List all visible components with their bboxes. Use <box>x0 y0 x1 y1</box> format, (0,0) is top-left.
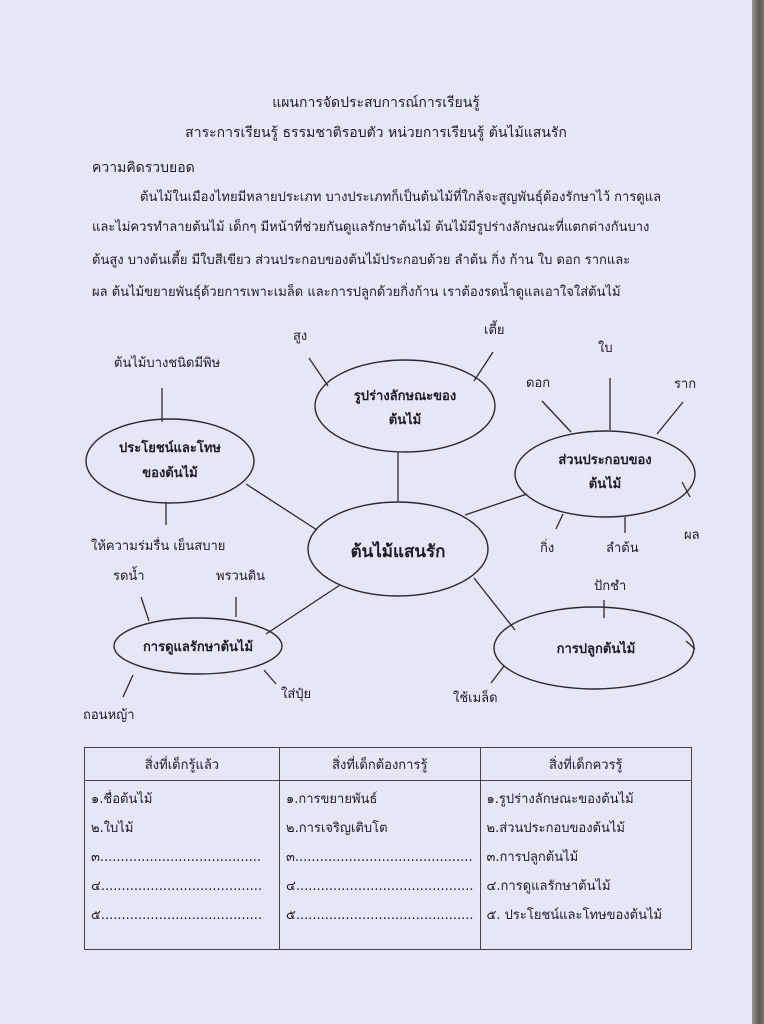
list-item: ๕....................................... <box>91 908 262 923</box>
concept-line: ต้นสูง บางต้นเตี้ย มีใบสีเขียว ส่วนประกอบของต้นไม้ประกอบด้วย ลำต้น กิ่ง ก้าน ใบ ดอก รากและ <box>92 253 631 268</box>
leaf-label-tall: สูง <box>293 329 308 344</box>
column-header-should: สิ่งที่เด็กควรรู้ <box>480 748 691 781</box>
document-subtitle: สาระการเรียนรู้ ธรรมชาติรอบตัว หน่วยการเรียนรู้ ต้นไม้แสนรัก <box>185 125 567 141</box>
connector-line <box>309 358 328 386</box>
shape-node-label: ต้นไม้ <box>388 413 422 428</box>
parts-node-label: ส่วนประกอบของ <box>558 453 652 468</box>
list-item: ๑.การขยายพันธ์ <box>286 792 378 807</box>
benefit-node-label: ประโยชน์และโทษ <box>119 441 221 456</box>
known-cell <box>85 781 280 950</box>
parts-node-label: ต้นไม้ <box>588 477 622 492</box>
connector-line <box>542 401 571 432</box>
list-item: ๔.การดูแลรักษาต้นไม้ <box>486 879 611 894</box>
list-item: ๕. ประโยชน์และโทษของต้นไม้ <box>486 908 663 923</box>
connector-line <box>246 484 317 530</box>
connector-line <box>491 666 504 683</box>
leaf-label-cutting: ปักชำ <box>594 579 627 594</box>
leaf-label-branch: กิ่ง <box>540 541 555 556</box>
document-title: แผนการจัดประสบการณ์การเรียนรู้ <box>272 95 480 111</box>
list-item: ๑.ชื่อต้นไม้ <box>91 792 153 807</box>
leaf-label-trunk: ลำต้น <box>606 541 639 556</box>
connector-line <box>141 597 149 621</box>
page-edge-background <box>752 0 764 1024</box>
leaf-label-short: เตี้ย <box>484 323 505 338</box>
list-item: ๕........................................... <box>286 908 474 923</box>
list-item: ๔....................................... <box>91 879 262 894</box>
connector-line <box>123 675 133 697</box>
list-item: ๓....................................... <box>91 850 262 865</box>
list-item: ๒.ส่วนประกอบของต้นไม้ <box>486 821 625 836</box>
parts-node-ellipse <box>515 431 695 517</box>
care-node-label: การดูแลรักษาต้นไม้ <box>142 640 254 655</box>
leaf-label-root: ราก <box>674 377 697 392</box>
center-node-label: ต้นไม้แสนรัก <box>350 542 446 562</box>
list-item: ๓........................................... <box>286 850 473 865</box>
column-header-known: สิ่งที่เด็กรู้แล้ว <box>85 748 280 781</box>
concept-line: ผล ต้นไม้ขยายพันธุ์ด้วยการเพาะเมล็ด และการปลูกด้วยกิ่งก้าน เราต้องรดน้ำดูแลเอาใจใส่ต้นไม้ <box>92 285 621 300</box>
connector-line <box>474 578 515 630</box>
connector-line <box>465 494 527 515</box>
leaf-label-shade: ให้ความร่มรื่น เย็นสบาย <box>91 539 226 554</box>
leaf-label-fruit: ผล <box>684 528 700 543</box>
list-item: ๓.การปลูกต้นไม้ <box>486 850 579 865</box>
concept-line: และไม่ควรทำลายต้นไม้ เด็กๆ มีหน้าที่ช่วยกันดูแลรักษาต้นไม้ ต้นไม้มีรูปร่างลักษณะที่แตกต่างกันบาง <box>92 220 650 235</box>
leaf-label-weed: ถอนหญ้า <box>83 708 135 723</box>
list-item: ๒.การเจริญเติบโต <box>286 821 388 836</box>
kwl-table <box>84 747 692 950</box>
benefit-node-label: ของต้นไม้ <box>142 466 198 481</box>
shape-node-label: รูปร่างลักษณะของ <box>353 389 457 404</box>
table-header-row <box>85 748 692 781</box>
want-cell <box>280 781 481 950</box>
leaf-label-water: รดน้ำ <box>113 569 145 584</box>
leaf-label-leaf: ใบ <box>598 341 613 356</box>
connector-line <box>556 514 563 529</box>
list-item: ๔........................................... <box>286 879 474 894</box>
leaf-label-soil: พรวนดิน <box>216 569 266 584</box>
leaf-label-fertilize: ใส่ปุ๋ย <box>281 687 312 702</box>
leaf-label-flower: ดอก <box>526 376 551 391</box>
concept-line: ต้นไม้ในเมืองไทยมีหลายประเภท บางประเภทก็เป็นต้นไม้ที่ใกล้จะสูญพันธุ์ต้องรักษาไว้ การดูแล <box>140 190 662 205</box>
list-item: ๑.รูปร่างลักษณะของต้นไม้ <box>486 792 634 807</box>
shape-node-ellipse <box>315 360 495 452</box>
connector-line <box>657 402 683 434</box>
connector-line <box>264 670 276 684</box>
table-row <box>85 781 692 950</box>
connector-line <box>474 352 493 381</box>
column-header-want: สิ่งที่เด็กต้องการรู้ <box>280 748 481 781</box>
leaf-label-poison: ต้นไม้บางชนิดมีพิษ <box>114 356 221 371</box>
concept-heading: ความคิดรวบยอด <box>92 160 195 176</box>
planting-node-label: การปลูกต้นไม้ <box>556 642 636 657</box>
leaf-label-seed: ใช้เมล็ด <box>453 691 498 706</box>
connector-line <box>266 585 340 634</box>
should-cell <box>480 781 691 950</box>
benefit-node-ellipse <box>86 419 254 503</box>
list-item: ๒.ใบไม้ <box>91 821 134 836</box>
